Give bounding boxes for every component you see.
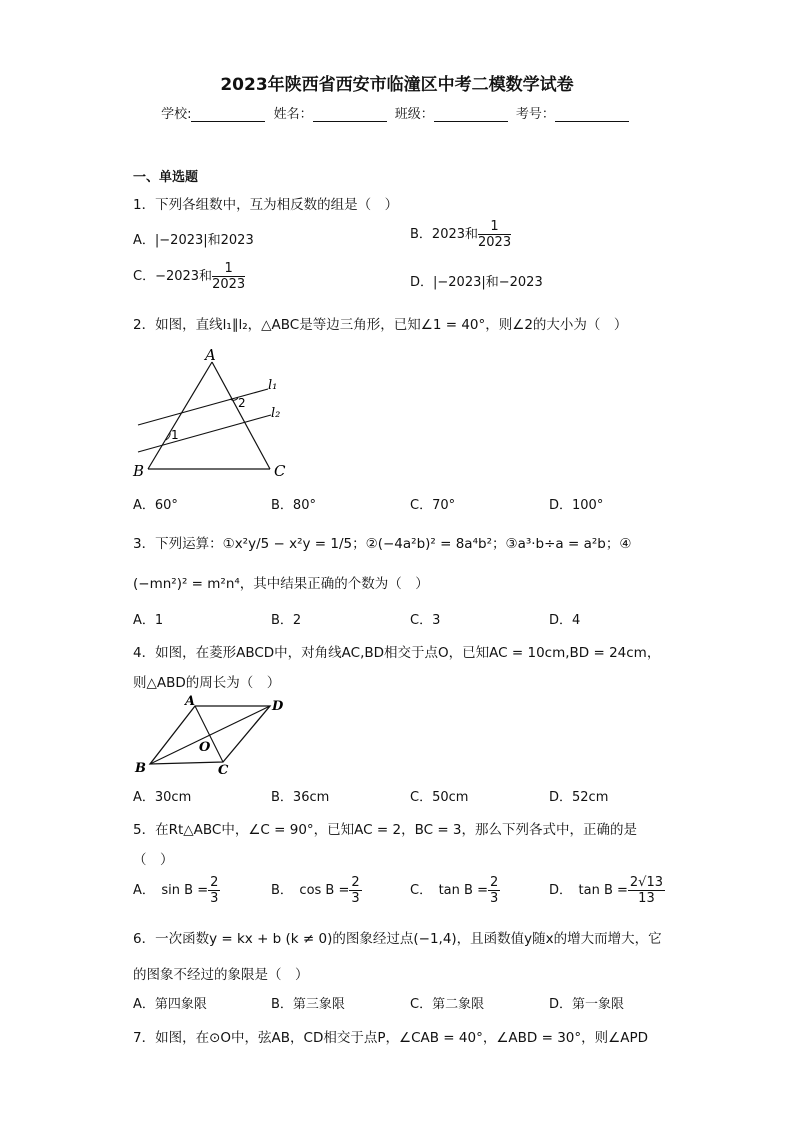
q6-option-a: A．第四象限: [133, 997, 207, 1012]
q4-stem-line2: 则△ABD的周长为（ ）: [133, 675, 281, 691]
q5-b-den: 3: [351, 891, 360, 906]
label-A: A: [185, 694, 196, 709]
q1-c-prefix: C．−2023和: [133, 269, 213, 284]
q5-c-prefix: C． tan B =: [410, 883, 488, 898]
q6-stem-line1: 6．一次函数y = kx + b (k ≠ 0)的图象经过点(−1,4)，且函数值y随x的增大而增大，它: [133, 931, 662, 947]
q5-a-fraction: [208, 876, 220, 905]
q6-option-b: B．第三象限: [271, 997, 345, 1012]
q1-c-num: 1: [212, 262, 245, 277]
q1-b-prefix: B．2023和: [410, 227, 479, 242]
q6-stem-line2: 的图象不经过的象限是（ ）: [133, 967, 309, 983]
q1-d-prefix: D．: [410, 275, 434, 290]
q2-triangle-figure: [130, 345, 290, 480]
q4-rhombus-figure: [130, 694, 290, 779]
q2-option-b: B．80°: [271, 498, 316, 513]
q5-a-prefix: A． sin B =: [133, 883, 209, 898]
number-blank[interactable]: [555, 121, 629, 122]
q3-stem-line1: 3．下列运算：①x²y/5 − x²y = 1/5；②(−4a²b)² = 8a⁴b²；③a³·b÷a = a²b；④: [133, 536, 632, 552]
q5-b-num: 2: [351, 875, 360, 890]
q1-stem: 1．下列各组数中，互为相反数的组是（ ）: [133, 197, 399, 213]
q5-a-num: 2: [210, 875, 219, 890]
q1-option-a: [133, 229, 254, 248]
section-heading: 一、单选题: [133, 170, 199, 185]
side-ab: [148, 362, 212, 469]
student-info-line: [0, 103, 794, 122]
q1-a-text: |−2023|和2023: [154, 233, 254, 248]
side-ac: [212, 362, 270, 469]
q5-option-d: [549, 876, 665, 905]
q5-option-c: [410, 876, 500, 905]
label-angle1: 1: [171, 428, 179, 442]
q3-option-c: C．3: [410, 613, 441, 628]
q4-option-d: D．52cm: [549, 790, 609, 805]
q5-option-b: [271, 876, 362, 905]
label-l2: l₂: [271, 406, 281, 421]
page-title: 2023年陕西省西安市临潼区中考二模数学试卷: [220, 75, 574, 95]
q2-option-a: A．60°: [133, 498, 178, 513]
q1-c-den: 2023: [212, 277, 246, 292]
q1-c-fraction: [212, 262, 245, 291]
q5-stem-line2: （ ）: [133, 852, 174, 868]
q5-d-prefix: D． tan B =: [549, 883, 628, 898]
q4-option-a: A．30cm: [133, 790, 192, 805]
label-angle2: 2: [238, 396, 246, 410]
q3-option-d: D．4: [549, 613, 581, 628]
school-label: 学校:: [161, 107, 192, 122]
q5-c-fraction: [488, 876, 500, 905]
name-label: 姓名：: [273, 107, 313, 122]
q3-option-b: B．2: [271, 613, 302, 628]
label-l1: l₁: [268, 378, 278, 393]
q1-option-c: [133, 262, 245, 291]
diagonal-bd: [150, 706, 270, 764]
q1-b-fraction: [478, 220, 511, 249]
q6-option-c: C．第二象限: [410, 997, 485, 1012]
q5-c-num: 2: [489, 875, 499, 890]
q5-d-num: 2√13: [629, 875, 663, 890]
label-O: O: [199, 740, 211, 755]
label-C: C: [218, 763, 229, 778]
q1-option-b: [410, 220, 511, 249]
label-C: C: [274, 462, 286, 480]
q5-c-den: 3: [489, 891, 499, 906]
q5-stem-line1: 5．在Rt△ABC中，∠C = 90°，已知AC = 2，BC = 3，那么下列各式中，正确的是: [133, 822, 638, 838]
label-A: A: [205, 346, 216, 364]
q3-option-a: A．1: [133, 613, 164, 628]
q1-b-num: 1: [478, 220, 511, 235]
label-B: B: [135, 761, 146, 776]
q2-option-d: D．100°: [549, 498, 604, 513]
q4-option-c: C．50cm: [410, 790, 469, 805]
q2-stem: 2．如图，直线l₁∥l₂，△ABC是等边三角形，已知∠1 = 40°，则∠2的大小为（ ）: [133, 317, 628, 333]
name-blank[interactable]: [313, 121, 387, 122]
q1-d-text: |−2023|和−2023: [433, 275, 543, 290]
q7-stem: 7．如图，在⊙O中，弦AB，CD相交于点P，∠CAB = 40°，∠ABD = 30°，则∠APD: [133, 1030, 649, 1046]
q5-d-den: 13: [638, 891, 655, 906]
q5-option-a: [133, 876, 220, 905]
class-label: 班级：: [394, 107, 434, 122]
q2-option-c: C．70°: [410, 498, 456, 513]
q4-option-b: B．36cm: [271, 790, 330, 805]
line-l1: [138, 389, 268, 425]
school-blank[interactable]: [191, 121, 265, 122]
number-label: 考号：: [515, 107, 555, 122]
class-blank[interactable]: [434, 121, 508, 122]
q1-b-den: 2023: [478, 235, 512, 250]
label-B: B: [133, 462, 145, 480]
q5-d-fraction: [628, 876, 665, 905]
q5-a-den: 3: [210, 891, 219, 906]
q1-a-prefix: A．: [133, 233, 155, 248]
q3-stem-line2: (−mn²)² = m²n⁴，其中结果正确的个数为（ ）: [133, 576, 429, 592]
q5-b-prefix: B． cos B =: [271, 883, 350, 898]
q1-option-d: [410, 271, 543, 290]
q6-option-d: D．第一象限: [549, 997, 625, 1012]
q5-b-fraction: [349, 876, 361, 905]
q4-stem-line1: 4．如图，在菱形ABCD中，对角线AC,BD相交于点O，已知AC = 10cm,BD = 24cm，: [133, 645, 661, 661]
label-D: D: [272, 699, 284, 714]
